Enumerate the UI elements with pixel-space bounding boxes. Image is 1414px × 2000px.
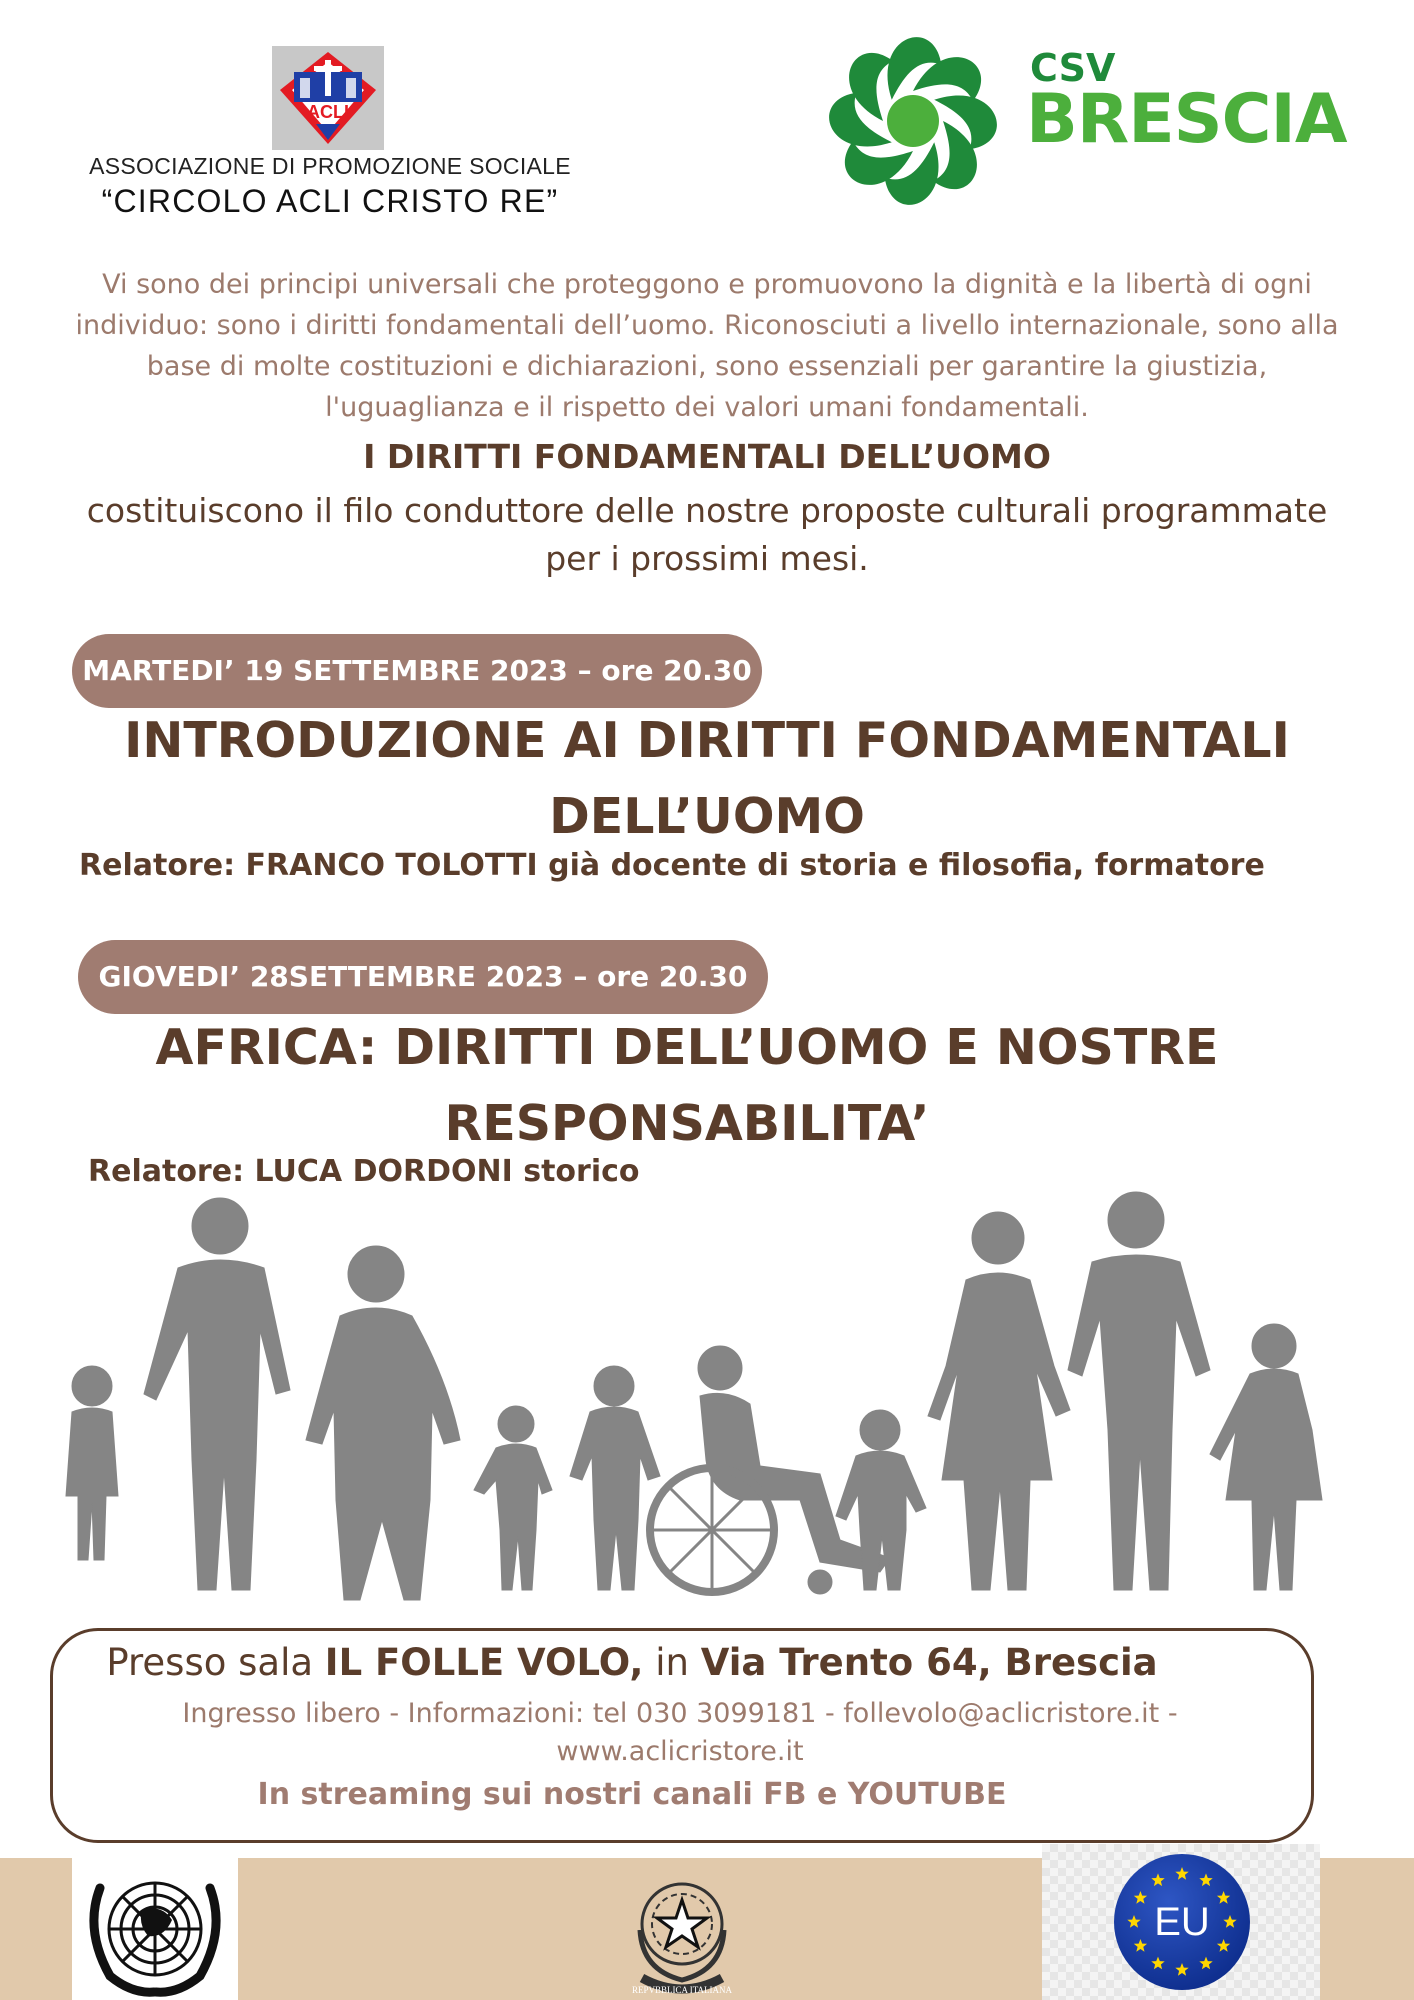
streaming-info: In streaming sui nostri canali FB e YOUTUBE <box>257 1777 1007 1812</box>
svg-text:REPVBBLICA ITALIANA: REPVBBLICA ITALIANA <box>631 1985 733 1995</box>
event-speaker: Relatore: LUCA DORDONI storico <box>88 1154 640 1189</box>
venue-prefix: Presso sala <box>106 1641 314 1684</box>
people-silhouettes <box>60 1190 1330 1610</box>
association-type: ASSOCIAZIONE DI PROMOZIONE SOCIALE <box>89 153 571 179</box>
venue-address: Via Trento 64, Brescia <box>700 1641 1158 1684</box>
csv-label: CSV <box>1030 46 1116 90</box>
intro-heading: I DIRITTI FONDAMENTALI DELL’UOMO <box>363 437 1051 476</box>
csv-swirl-icon <box>818 26 1008 216</box>
csv-city-label: BRESCIA <box>1026 80 1347 159</box>
italian-republic-emblem-icon <box>612 1860 752 2000</box>
association-name: “CIRCOLO ACLI CRISTO RE” <box>101 183 559 219</box>
eu-label: EU <box>1154 1900 1210 1944</box>
event-date-badge: GIOVEDI’ 28SETTEMBRE 2023 – ore 20.30 <box>78 940 768 1014</box>
contact-info: Ingresso libero - Informazioni: tel 030 3099181 - follevolo@aclicristore.it - www.aclicristore.it <box>182 1698 1178 1767</box>
acli-logo <box>272 46 384 150</box>
event-date-badge: MARTEDI’ 19 SETTEMBRE 2023 – ore 20.30 <box>72 634 762 708</box>
intro-paragraph: Vi sono dei principi universali che proteggono e promuovono la dignità e la libertà di ogni individuo: sono i diritti fondamentali dell’uomo. Riconosciuti a livello internazionale, sono alla base di molte costituzioni e dichiarazioni, sono essenziali per garantire la giustizia, l'uguaglianza e il rispetto dei valori umani fondamentali. <box>75 269 1339 423</box>
intro-subheading: costituiscono il filo conduttore delle nostre proposte culturali programmate per i prossimi mesi. <box>86 491 1328 578</box>
venue-line <box>50 1628 1214 1684</box>
svg-text:ACLI: ACLI <box>307 102 349 122</box>
event-speaker: Relatore: FRANCO TOLOTTI già docente di storia e filosofia, formatore <box>79 848 1265 883</box>
venue-in: in <box>655 1641 689 1684</box>
eu-flag-icon <box>1042 1844 1320 2000</box>
event-title: INTRODUZIONE AI DIRITTI FONDAMENTALI DELL’UOMO <box>124 712 1290 845</box>
event-title: AFRICA: DIRITTI DELL’UOMO E NOSTRE RESPONSABILITA’ <box>155 1019 1219 1152</box>
un-emblem-icon <box>72 1858 238 2000</box>
venue-name: IL FOLLE VOLO, <box>324 1641 644 1684</box>
